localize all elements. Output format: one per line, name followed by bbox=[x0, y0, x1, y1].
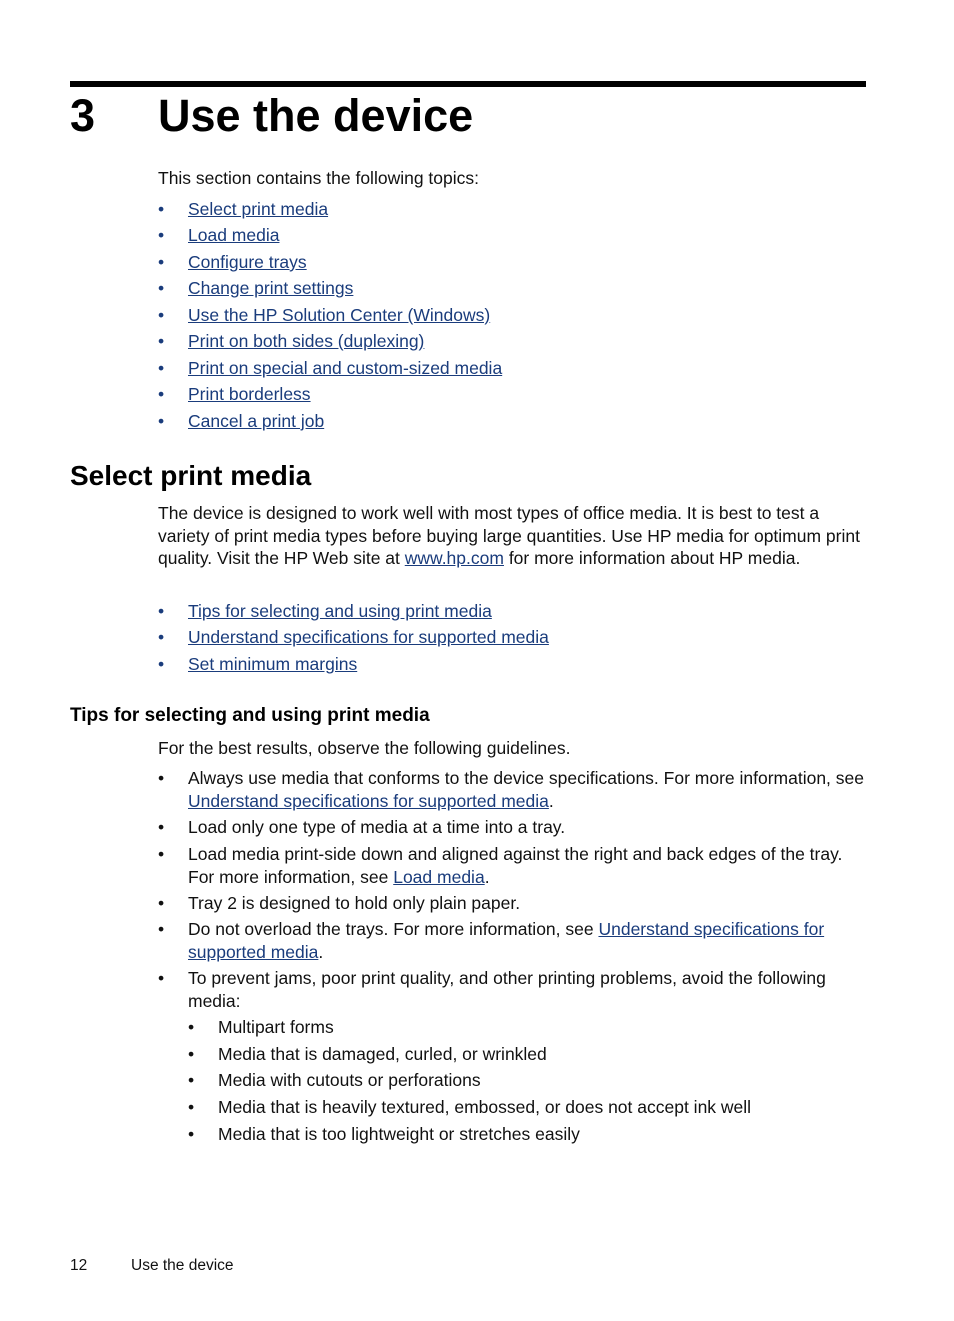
topic-link-special-media[interactable]: Print on special and custom-sized media bbox=[188, 358, 503, 378]
bullet: • bbox=[158, 358, 165, 378]
bullet: • bbox=[188, 1044, 195, 1064]
hp-website-link[interactable]: www.hp.com bbox=[404, 548, 504, 568]
topic-link-print-borderless[interactable]: Print borderless bbox=[188, 384, 311, 404]
bullet: • bbox=[188, 1070, 195, 1090]
footer-page-number: 12 bbox=[70, 1257, 88, 1274]
topic-link-change-print-settings[interactable]: Change print settings bbox=[188, 278, 354, 298]
select-paragraph bbox=[158, 502, 866, 570]
bullet: • bbox=[158, 199, 165, 219]
chapter-heading bbox=[70, 88, 473, 144]
bullet: • bbox=[158, 654, 165, 674]
period: . bbox=[318, 941, 324, 962]
footer-running-title: Use the device bbox=[131, 1257, 234, 1274]
bullet: • bbox=[188, 1017, 195, 1037]
subsection-heading-tips: Tips for selecting and using print media bbox=[70, 705, 430, 726]
link-understand-specifications[interactable]: Understand specifications for supported media bbox=[188, 919, 825, 962]
period: . bbox=[484, 866, 490, 887]
bullet: • bbox=[158, 305, 165, 325]
tip-text: Always use media that conforms to the device specifications. For more information, see bbox=[188, 768, 864, 788]
tips-intro: For the best results, observe the following guidelines. bbox=[158, 738, 571, 758]
avoid-media-text: Media that is damaged, curled, or wrinkled bbox=[218, 1044, 547, 1064]
link-understand-specifications[interactable]: Understand specifications for supported media bbox=[188, 790, 549, 811]
tip-text: Load only one type of media at a time into a tray. bbox=[188, 817, 566, 837]
period: . bbox=[548, 790, 554, 811]
bullet: • bbox=[158, 278, 165, 298]
tip-text: Do not overload the trays. For more information, see bbox=[188, 919, 599, 939]
topic-link-select-print-media[interactable]: Select print media bbox=[188, 199, 329, 219]
topics-intro: This section contains the following topics: bbox=[158, 168, 479, 188]
bullet: • bbox=[158, 768, 165, 788]
bullet: • bbox=[158, 968, 165, 988]
bullet: • bbox=[188, 1097, 195, 1117]
link-load-media[interactable]: Load media bbox=[393, 866, 485, 887]
bullet: • bbox=[158, 384, 165, 404]
bullet: • bbox=[158, 627, 165, 647]
chapter-number: 3 bbox=[70, 90, 96, 141]
bullet: • bbox=[158, 893, 165, 913]
avoid-media-text: Media with cutouts or perforations bbox=[218, 1070, 481, 1090]
bullet: • bbox=[158, 225, 165, 245]
bullet: • bbox=[188, 1124, 195, 1144]
chapter-rule bbox=[70, 81, 866, 87]
link-understand-specifications[interactable]: Understand specifications for supported media bbox=[188, 627, 549, 647]
topic-link-duplexing[interactable]: Print on both sides (duplexing) bbox=[188, 331, 425, 351]
bullet: • bbox=[158, 919, 165, 939]
topic-link-cancel-print-job[interactable]: Cancel a print job bbox=[188, 411, 325, 431]
bullet: • bbox=[158, 817, 165, 837]
topic-link-solution-center[interactable]: Use the HP Solution Center (Windows) bbox=[188, 305, 491, 325]
tip-text: Tray 2 is designed to hold only plain paper. bbox=[188, 893, 521, 913]
tip-text: To prevent jams, poor print quality, and other printing problems, avoid the following media: bbox=[188, 968, 826, 1011]
avoid-media-text: Media that is heavily textured, embossed, or does not accept ink well bbox=[218, 1097, 752, 1117]
topic-link-load-media[interactable]: Load media bbox=[188, 225, 280, 245]
avoid-media-text: Media that is too lightweight or stretches easily bbox=[218, 1124, 580, 1144]
chapter-title: Use the device bbox=[158, 90, 474, 141]
bullet: • bbox=[158, 844, 165, 864]
tip-text: Load media print-side down and aligned against the right and back edges of the tray. For more information, see bbox=[188, 844, 843, 887]
link-tips-selecting-media[interactable]: Tips for selecting and using print media bbox=[188, 601, 492, 621]
bullet: • bbox=[158, 331, 165, 351]
avoid-media-text: Multipart forms bbox=[218, 1017, 334, 1037]
bullet: • bbox=[158, 252, 165, 272]
topic-link-configure-trays[interactable]: Configure trays bbox=[188, 252, 307, 272]
select-paragraph-text-1: The device is designed to work well with most types of office media. It is best to test a variety of print media types before buying large quantities. Use HP media for optimum print quality. Visit the HP Web site at bbox=[158, 503, 860, 568]
select-paragraph-text-2: for more information about HP media. bbox=[503, 548, 801, 568]
link-set-minimum-margins[interactable]: Set minimum margins bbox=[188, 654, 358, 674]
bullet: • bbox=[158, 411, 165, 431]
section-heading-select-print-media: Select print media bbox=[70, 460, 312, 491]
bullet: • bbox=[158, 601, 165, 621]
